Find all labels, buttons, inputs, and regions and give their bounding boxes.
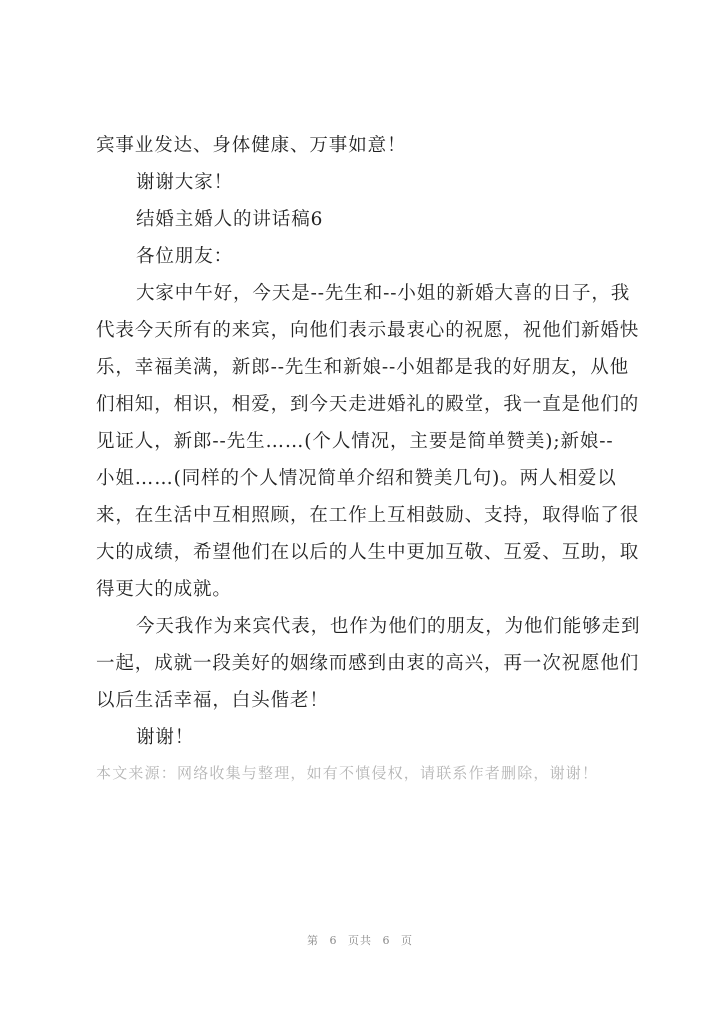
document-body	[96, 127, 641, 803]
paragraph-line: 以后生活幸福，白头偕老！	[96, 690, 329, 711]
paragraph-line: 小姐……(同样的个人情况简单介绍和赞美几句)。两人相爱以	[96, 468, 617, 489]
paragraph-line: 得更大的成就。	[96, 579, 232, 600]
paragraph-2	[96, 608, 641, 719]
thanks-line: 谢谢大家！	[136, 172, 234, 193]
section-title: 结婚主婚人的讲话稿6	[136, 209, 324, 230]
salutation: 各位朋友：	[136, 246, 234, 267]
paragraph-line: 们相知，相识，相爱，到今天走进婚礼的殿堂，我一直是他们的	[96, 394, 640, 415]
paragraph-line: 大家中午好，今天是--先生和--小姐的新婚大喜的日子，我	[136, 283, 631, 304]
paragraph-line: 一起，成就一段美好的姻缘而感到由衷的高兴，再一次祝愿他们	[96, 653, 640, 674]
paragraph-line: 见证人，新郎--先生……(个人情况，主要是简单赞美);新娘--	[96, 431, 614, 452]
source-note: 本文来源：网络收集与整理，如有不慎侵权，请联系作者删除，谢谢！	[96, 764, 599, 782]
paragraph-1	[96, 275, 640, 608]
paragraph-line: 代表今天所有的来宾，向他们表示最衷心的祝愿，祝他们新婚快	[96, 320, 640, 341]
page-number: 第 6 页共 6 页	[307, 934, 413, 947]
paragraph-line: 乐，幸福美满，新郎--先生和新娘--小姐都是我的好朋友，从他	[96, 357, 630, 378]
text-line: 宾事业发达、身体健康、万事如意！	[96, 135, 407, 156]
paragraph-line: 来，在生活中互相照顾，在工作上互相鼓励、支持，取得临了很	[96, 505, 640, 526]
paragraph-line: 今天我作为来宾代表，也作为他们的朋友，为他们能够走到	[136, 616, 641, 637]
closing-line: 谢谢！	[136, 727, 195, 748]
paragraph-line: 大的成绩，希望他们在以后的人生中更加互敬、互爱、互助，取	[96, 542, 640, 563]
